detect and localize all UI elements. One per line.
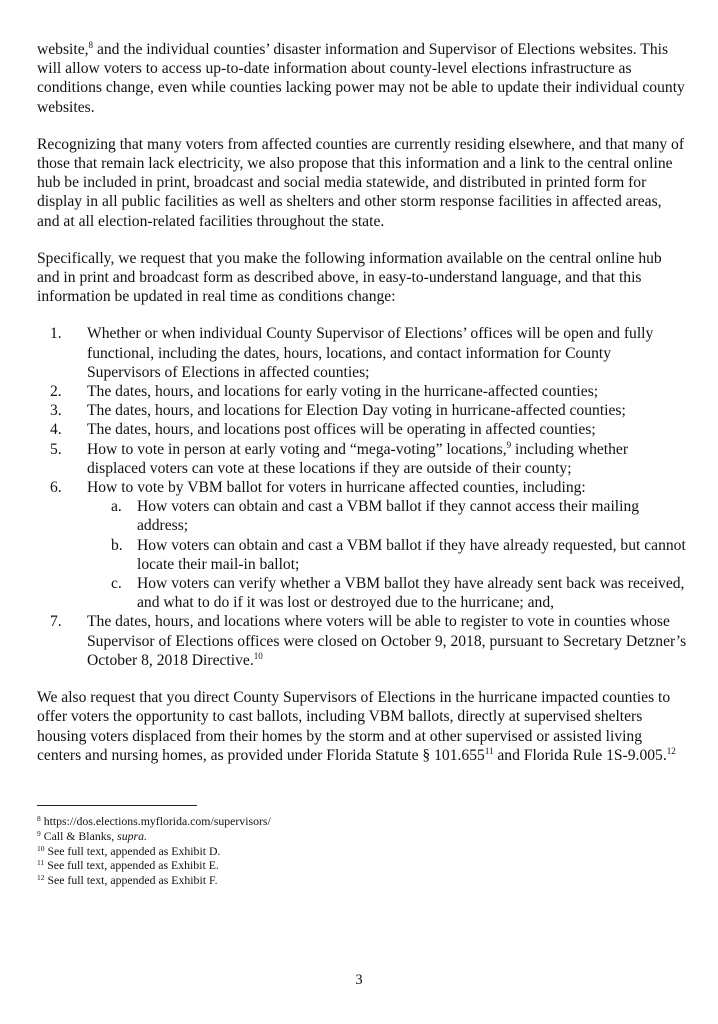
sub-list-letter: c. <box>111 575 122 593</box>
sub-list-item <box>87 497 687 535</box>
footnote-text-italic: supra. <box>117 828 147 843</box>
list-item-text: The dates, hours, and locations for Election Day voting in hurricane-affected counties; <box>87 402 626 420</box>
sub-list <box>87 497 687 612</box>
list-item <box>37 324 687 382</box>
footnote <box>37 814 687 829</box>
list-item-text: The dates, hours, and locations where voters will be able to register to vote in counties whose Supervisor of Elections offices were closed on October 9, 2018, pursuant to Secretary Detzner’s October 8, 2018 Directive. <box>87 613 687 669</box>
footnote <box>37 844 687 859</box>
footnote-ref-12: 12 <box>666 745 676 756</box>
footnote-ref-8: 8 <box>88 40 94 50</box>
list-item-text: How to vote in person at early voting and “mega-voting” locations, <box>87 440 507 458</box>
footnote-ref-9: 9 <box>506 439 512 450</box>
list-item-text: The dates, hours, and locations for early voting in the hurricane-affected counties; <box>87 383 599 401</box>
footnote-number: 8 <box>37 813 41 823</box>
list-item <box>37 612 687 670</box>
footnote <box>37 858 687 873</box>
request-list <box>37 324 687 670</box>
footnote-text: See full text, appended as Exhibit D. <box>47 843 221 858</box>
list-number: 7. <box>50 613 62 631</box>
text: website, <box>37 41 89 58</box>
list-item-text: including whether displaced voters can vote at these locations if they are outside of their county; <box>87 440 629 477</box>
footnote-text: https://dos.elections.myflorida.com/supervisors/ <box>43 813 271 828</box>
paragraph-shelter-voting <box>37 688 687 765</box>
list-item-text: How to vote by VBM ballot for voters in hurricane affected counties, including: <box>87 479 586 497</box>
page-number: 3 <box>355 972 363 988</box>
text: We also request that you direct County Supervisors of Elections in the hurricane impacted counties to offer voters the opportunity to cast ballots, including VBM ballots, directly at supervised shelters housing voters displaced from their homes by the storm and at other supervised or assisted living centers and nursing homes, as provided under Florida Statute § 101.655 <box>37 689 671 764</box>
footnotes <box>37 814 687 888</box>
list-item <box>37 478 687 612</box>
list-item <box>37 420 687 439</box>
footnote <box>37 873 687 888</box>
list-number: 5. <box>50 440 62 458</box>
list-number: 2. <box>50 383 62 401</box>
sub-list-letter: a. <box>111 498 122 516</box>
footnote-number: 9 <box>37 828 41 838</box>
sub-list-item-text: How voters can verify whether a VBM ballot they have already sent back was received, and what to do if it was lost or destroyed due to the hurricane; and, <box>137 575 685 612</box>
paragraph-displaced-voters: Recognizing that many voters from affected counties are currently residing elsewhere, and that many of those that remain lack electricity, we also propose that this information and a link to the central online hub be included in print, broadcast and social media statewide, and distributed in printed form for display in all public facilities as well as shelters and other storm response facilities in affected areas, and at all election-related facilities throughout the state. <box>37 135 685 230</box>
footnote-ref-11: 11 <box>484 745 494 756</box>
text: and the individual counties’ disaster information and Supervisor of Elections websites. This will allow voters to access up-to-date information about county-level elections infrastructure as conditions change, even while counties lacking power may not be able to update their individual county websites. <box>37 41 685 116</box>
list-item <box>37 440 687 478</box>
paragraph-websites <box>37 40 687 117</box>
sub-list-item <box>87 536 687 574</box>
footnote-ref-10: 10 <box>253 650 263 661</box>
list-item-text: Whether or when individual County Supervisor of Elections’ offices will be open and fully functional, including the dates, hours, locations, and contact information for County Supervisors of Elections in affected counties; <box>87 325 654 381</box>
letter-page <box>37 40 687 888</box>
list-number: 1. <box>50 325 62 343</box>
footnote-number: 12 <box>37 873 45 883</box>
list-number: 4. <box>50 421 62 439</box>
sub-list-item-text: How voters can obtain and cast a VBM ballot if they have already requested, but cannot locate their mail-in ballot; <box>137 536 686 573</box>
footnote-divider <box>37 805 197 806</box>
sub-list-item <box>87 574 687 612</box>
list-item <box>37 382 687 401</box>
list-item <box>37 401 687 420</box>
list-number: 6. <box>50 479 62 497</box>
text: and Florida Rule 1S-9.005. <box>493 746 667 764</box>
list-item-text: The dates, hours, and locations post offices will be operating in affected counties; <box>87 421 596 439</box>
sub-list-item-text: How voters can obtain and cast a VBM ballot if they cannot access their mailing address; <box>137 498 640 535</box>
paragraph-request: Specifically, we request that you make the following information available on the central online hub and in print and broadcast form as described above, in easy-to-understand language, and that this information be updated in real time as conditions change: <box>37 249 662 306</box>
sub-list-letter: b. <box>111 536 123 554</box>
list-number: 3. <box>50 402 62 420</box>
footnote-number: 11 <box>37 858 45 868</box>
footnote <box>37 829 687 844</box>
footnote-text: See full text, appended as Exhibit F. <box>47 873 218 888</box>
footnote-text: See full text, appended as Exhibit E. <box>47 858 219 873</box>
footnote-number: 10 <box>37 843 45 853</box>
footnote-text: Call & Blanks, <box>43 828 118 843</box>
